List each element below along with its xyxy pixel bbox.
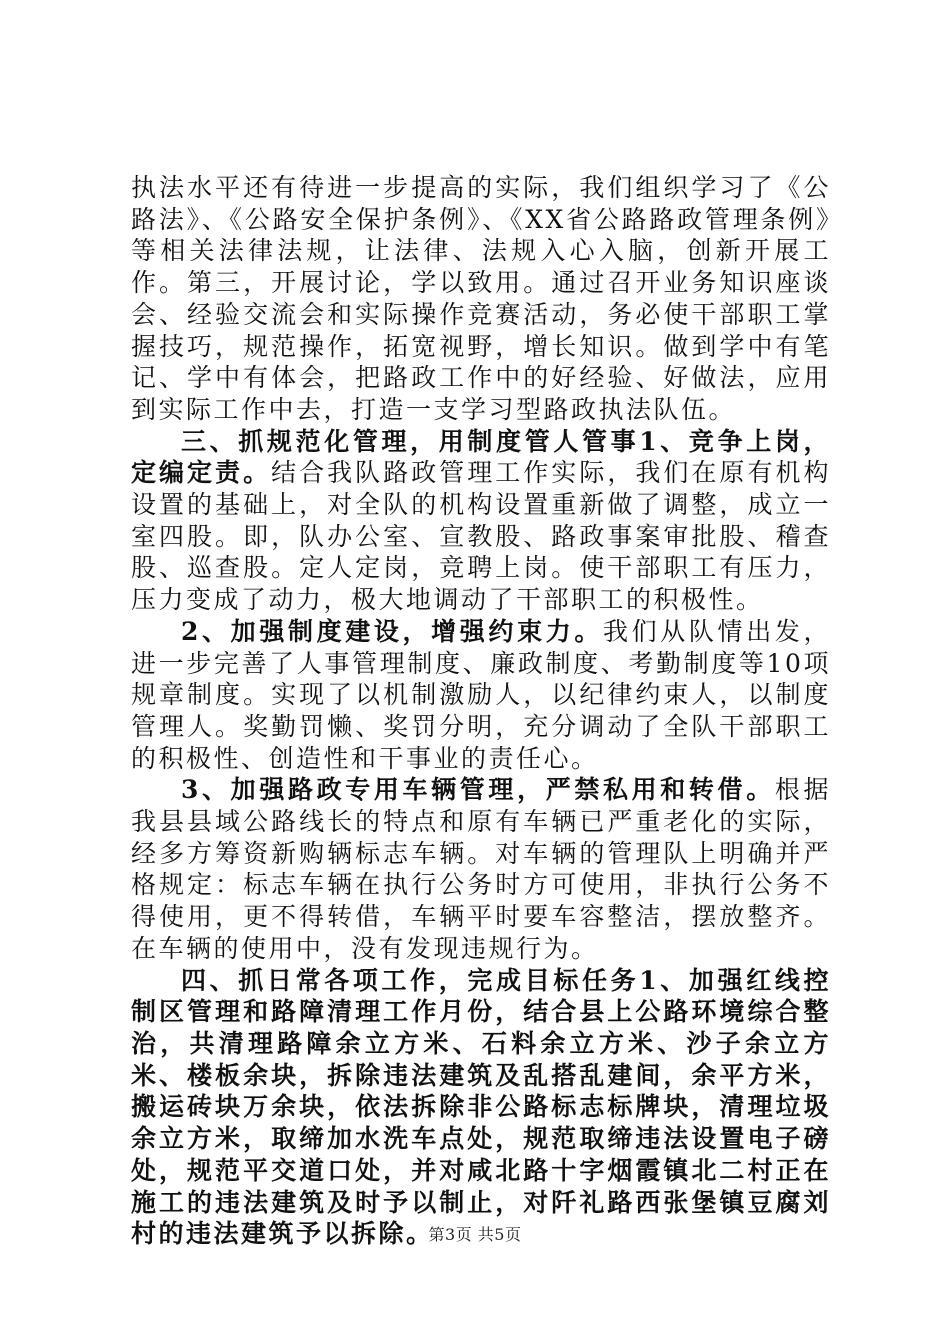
paragraph-4-heading: 3、加强路政专用车辆管理，严禁私用和转借。 <box>181 775 775 805</box>
paragraph-2-heading: 三、抓规范化管理，用制度管人管事1、竞争上岗，定编定责。 <box>131 426 831 488</box>
paragraph-1 <box>131 172 831 426</box>
paragraph-2 <box>131 426 831 616</box>
document-page <box>131 172 831 1250</box>
page-number: 第3页 共5页 <box>428 1225 522 1244</box>
paragraph-2-text: 结合我队路政管理工作实际，我们在原有机构设置的基础上，对全队的机构设置重新做了调整，成立一室四股。即，队办公室、宣教股、路政事案审批股、稽查股、巡查股。定人定岗，竞聘上岗。使干部职工有压力，压力变成了动力，极大地调动了干部职工的积极性。 <box>131 458 831 615</box>
paragraph-3 <box>131 616 831 775</box>
paragraph-4-text: 根据我县县域公路线长的特点和原有车辆已严重老化的实际，经多方筹资新购辆标志车辆。对车辆的管理队上明确并严格规定：标志车辆在执行公务时方可使用，非执行公务不得使用，更不得转借，车辆平时要车容整洁，摆放整齐。在车辆的使用中，没有发现违规行为。 <box>131 775 831 963</box>
paragraph-1-text: 执法水平还有待进一步提高的实际，我们组织学习了《公路法》、《公路安全保护条例》、《XX省公路路政管理条例》等相关法律法规，让法律、法规入心入脑，创新开展工作。第三，开展讨论，学以致用。通过召开业务知识座谈会、经验交流会和实际操作竞赛活动，务必使干部职工掌握技巧，规范操作，拓宽视野，增长知识。做到学中有笔记、学中有体会，把路政工作中的好经验、好做法，应用到实际工作中去，打造一支学习型路政执法队伍。 <box>131 173 831 424</box>
paragraph-5 <box>131 965 831 1250</box>
paragraph-4 <box>131 774 831 964</box>
paragraph-3-text: 我们从队情出发，进一步完善了人事管理制度、廉政制度、考勤制度等10项规章制度。实现了以机制激励人，以纪律约束人，以制度管理人。奖勤罚懒、奖罚分明，充分调动了全队干部职工的积极性、创造性和干事业的责任心。 <box>131 616 831 773</box>
page-footer <box>0 1222 950 1245</box>
paragraph-5-heading: 四、抓日常各项工作，完成目标任务1、加强红线控制区管理和路障清理工作月份，结合县上公路环境综合整治，共清理路障余立方米、石料余立方米、沙子余立方米、楼板余块，拆除违法建筑及乱搭乱建间，余平方米，搬运砖块万余块，依法拆除非公路标志标牌块，清理垃圾余立方米，取缔加水洗车点处，规范取缔违法设置电子磅处，规范平交道口处，并对咸北路十字烟霞镇北二村正在施工的违法建筑及时予以制止，对阡礼路西张堡镇豆腐刘村的违法建筑予以拆除。 <box>131 965 831 1249</box>
paragraph-3-heading: 2、加强制度建设，增强约束力。 <box>181 616 603 646</box>
